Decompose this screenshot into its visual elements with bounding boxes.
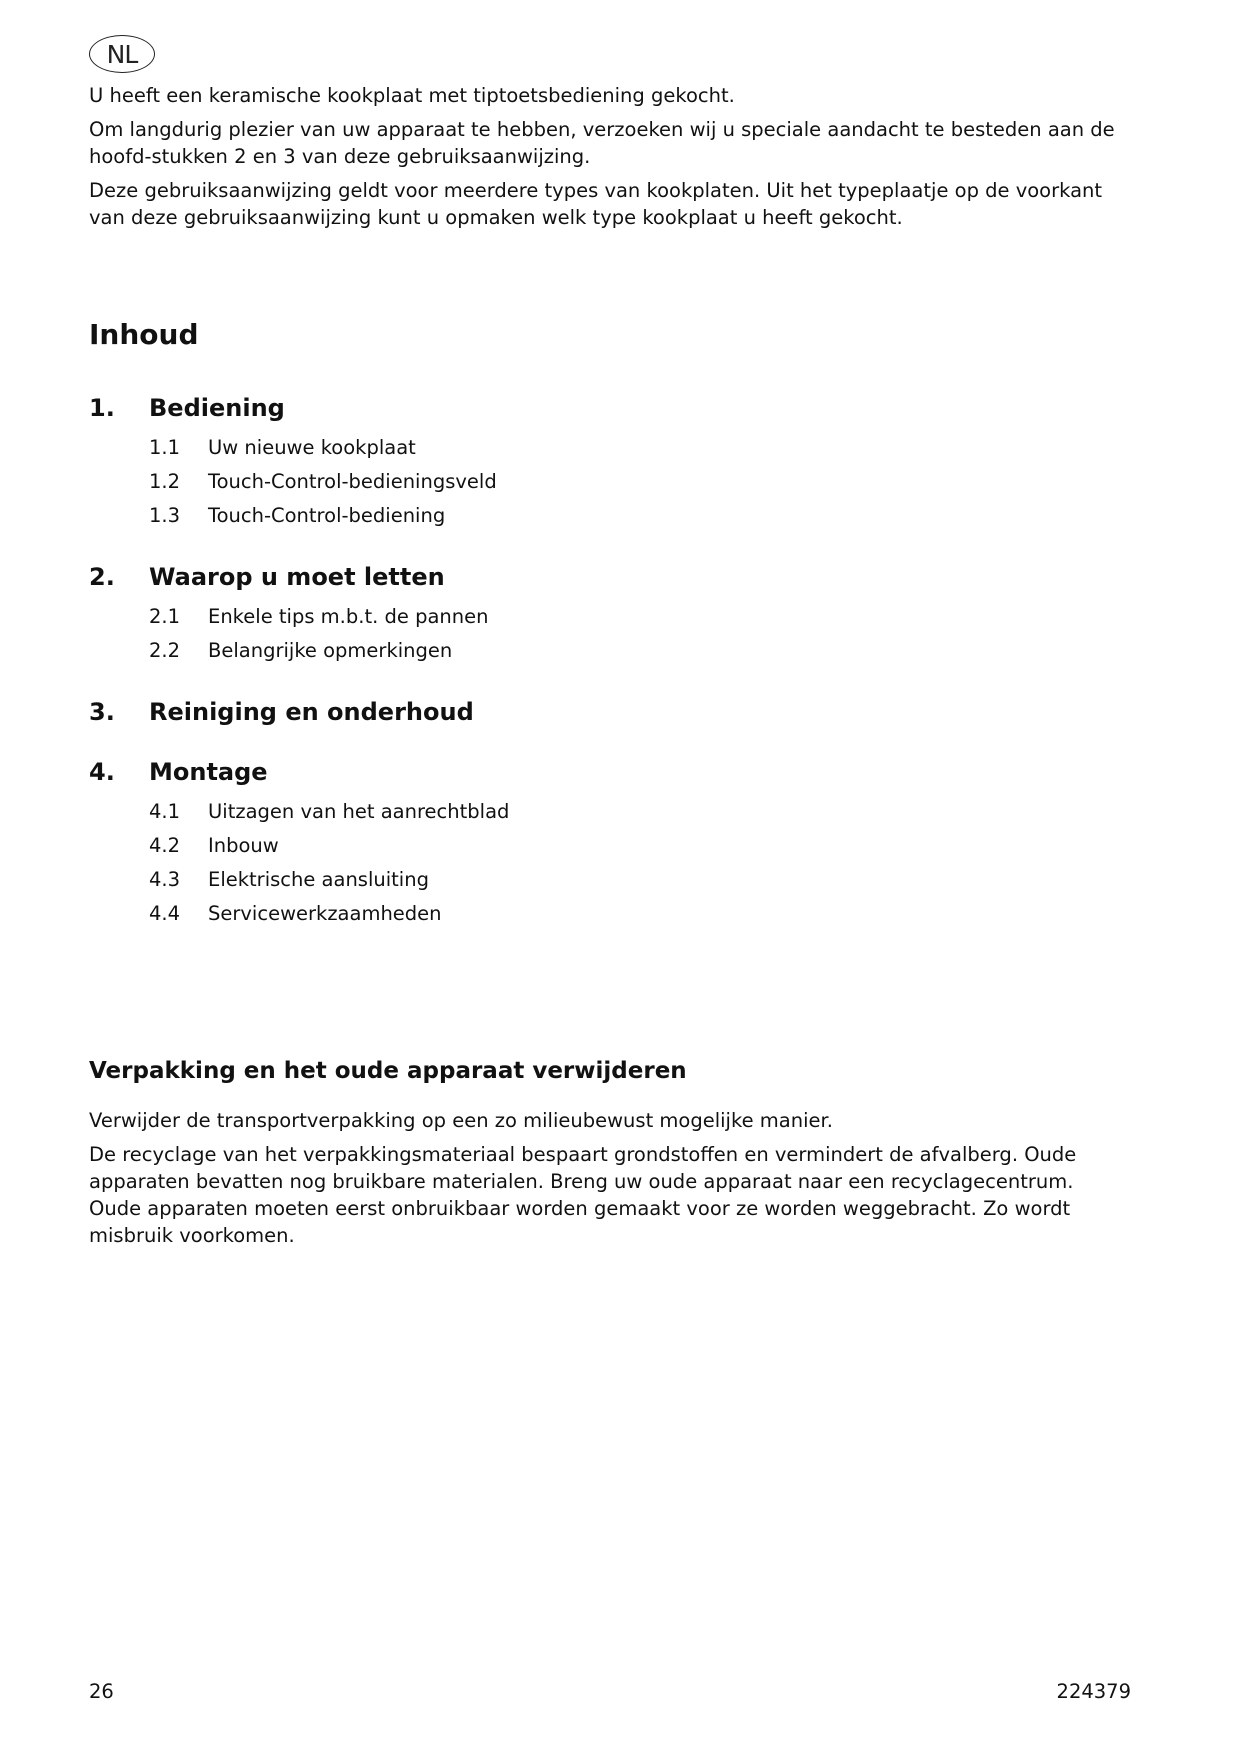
subsection-number: 4.2	[149, 834, 181, 857]
table-of-contents	[89, 392, 1089, 959]
packaging-section	[89, 1107, 1131, 1256]
language-code: NL	[106, 39, 138, 69]
toc-subsection[interactable]	[89, 897, 1089, 931]
document-number: 224379	[1056, 1680, 1131, 1703]
subsection-number: 1.2	[149, 470, 181, 493]
chapter-title: Waarop u moet letten	[149, 563, 445, 591]
toc-subsection[interactable]	[89, 431, 1089, 465]
subsection-title: Uw nieuwe kookplaat	[208, 436, 416, 459]
toc-chapter-1	[89, 392, 1089, 533]
intro-section	[89, 82, 1131, 238]
intro-paragraph: U heeft een keramische kookplaat met tiptoetsbediening gekocht.	[89, 84, 735, 107]
chapter-number: 4.	[89, 758, 115, 786]
chapter-title: Bediening	[149, 394, 285, 422]
toc-subsection[interactable]	[89, 634, 1089, 668]
chapter-heading[interactable]	[89, 696, 1089, 728]
toc-subsection[interactable]	[89, 863, 1089, 897]
chapter-heading[interactable]	[89, 392, 1089, 424]
page-number: 26	[89, 1680, 114, 1703]
subsection-title: Inbouw	[208, 834, 279, 857]
toc-chapter-3	[89, 696, 1089, 728]
subsection-title: Uitzagen van het aanrechtblad	[208, 800, 510, 823]
subsection-number: 1.3	[149, 504, 181, 527]
chapter-heading[interactable]	[89, 561, 1089, 593]
subsection-title: Enkele tips m.b.t. de pannen	[208, 605, 489, 628]
toc-title: Inhoud	[89, 318, 199, 351]
subsection-title: Touch-Control-bediening	[208, 504, 446, 527]
chapter-number: 1.	[89, 394, 115, 422]
toc-chapter-2	[89, 561, 1089, 668]
subsection-number: 2.1	[149, 605, 181, 628]
subsection-title: Touch-Control-bedieningsveld	[208, 470, 497, 493]
subsection-title: Belangrijke opmerkingen	[208, 639, 453, 662]
toc-subsection[interactable]	[89, 795, 1089, 829]
packaging-heading: Verpakking en het oude apparaat verwijderen	[89, 1058, 687, 1084]
subsection-number: 4.4	[149, 902, 181, 925]
toc-subsection[interactable]	[89, 829, 1089, 863]
subsection-number: 1.1	[149, 436, 181, 459]
chapter-title: Montage	[149, 758, 268, 786]
subsection-number: 2.2	[149, 639, 181, 662]
chapter-heading[interactable]	[89, 756, 1089, 788]
toc-subsection[interactable]	[89, 499, 1089, 533]
subsection-number: 4.1	[149, 800, 181, 823]
toc-subsection[interactable]	[89, 600, 1089, 634]
toc-chapter-4	[89, 756, 1089, 931]
toc-subsection[interactable]	[89, 465, 1089, 499]
packaging-paragraph: De recyclage van het verpakkingsmateriaal bespaart grondstoffen en vermindert de afvalberg. Oude apparaten bevatten nog bruikbare materialen. Breng uw oude apparaat naar een recyclagecentrum. Oude apparaten moeten eerst onbruikbaar worden gemaakt voor ze worden weggebracht. Zo wordt misbruik voorkomen.	[89, 1143, 1077, 1247]
subsection-title: Elektrische aansluiting	[208, 868, 429, 891]
subsection-title: Servicewerkzaamheden	[208, 902, 442, 925]
intro-paragraph: Deze gebruiksaanwijzing geldt voor meerdere types van kookplaten. Uit het typeplaatje op de voorkant van deze gebruiksaanwijzing kunt u opmaken welk type kookplaat u heeft gekocht.	[89, 179, 1103, 229]
packaging-paragraph: Verwijder de transportverpakking op een zo milieubewust mogelijke manier.	[89, 1109, 833, 1132]
subsection-number: 4.3	[149, 868, 181, 891]
chapter-number: 2.	[89, 563, 115, 591]
chapter-title: Reiniging en onderhoud	[149, 698, 474, 726]
intro-paragraph: Om langdurig plezier van uw apparaat te hebben, verzoeken wij u speciale aandacht te besteden aan de hoofd-stukken 2 en 3 van deze gebruiksaanwijzing.	[89, 118, 1115, 168]
chapter-number: 3.	[89, 698, 115, 726]
language-badge	[89, 35, 155, 73]
